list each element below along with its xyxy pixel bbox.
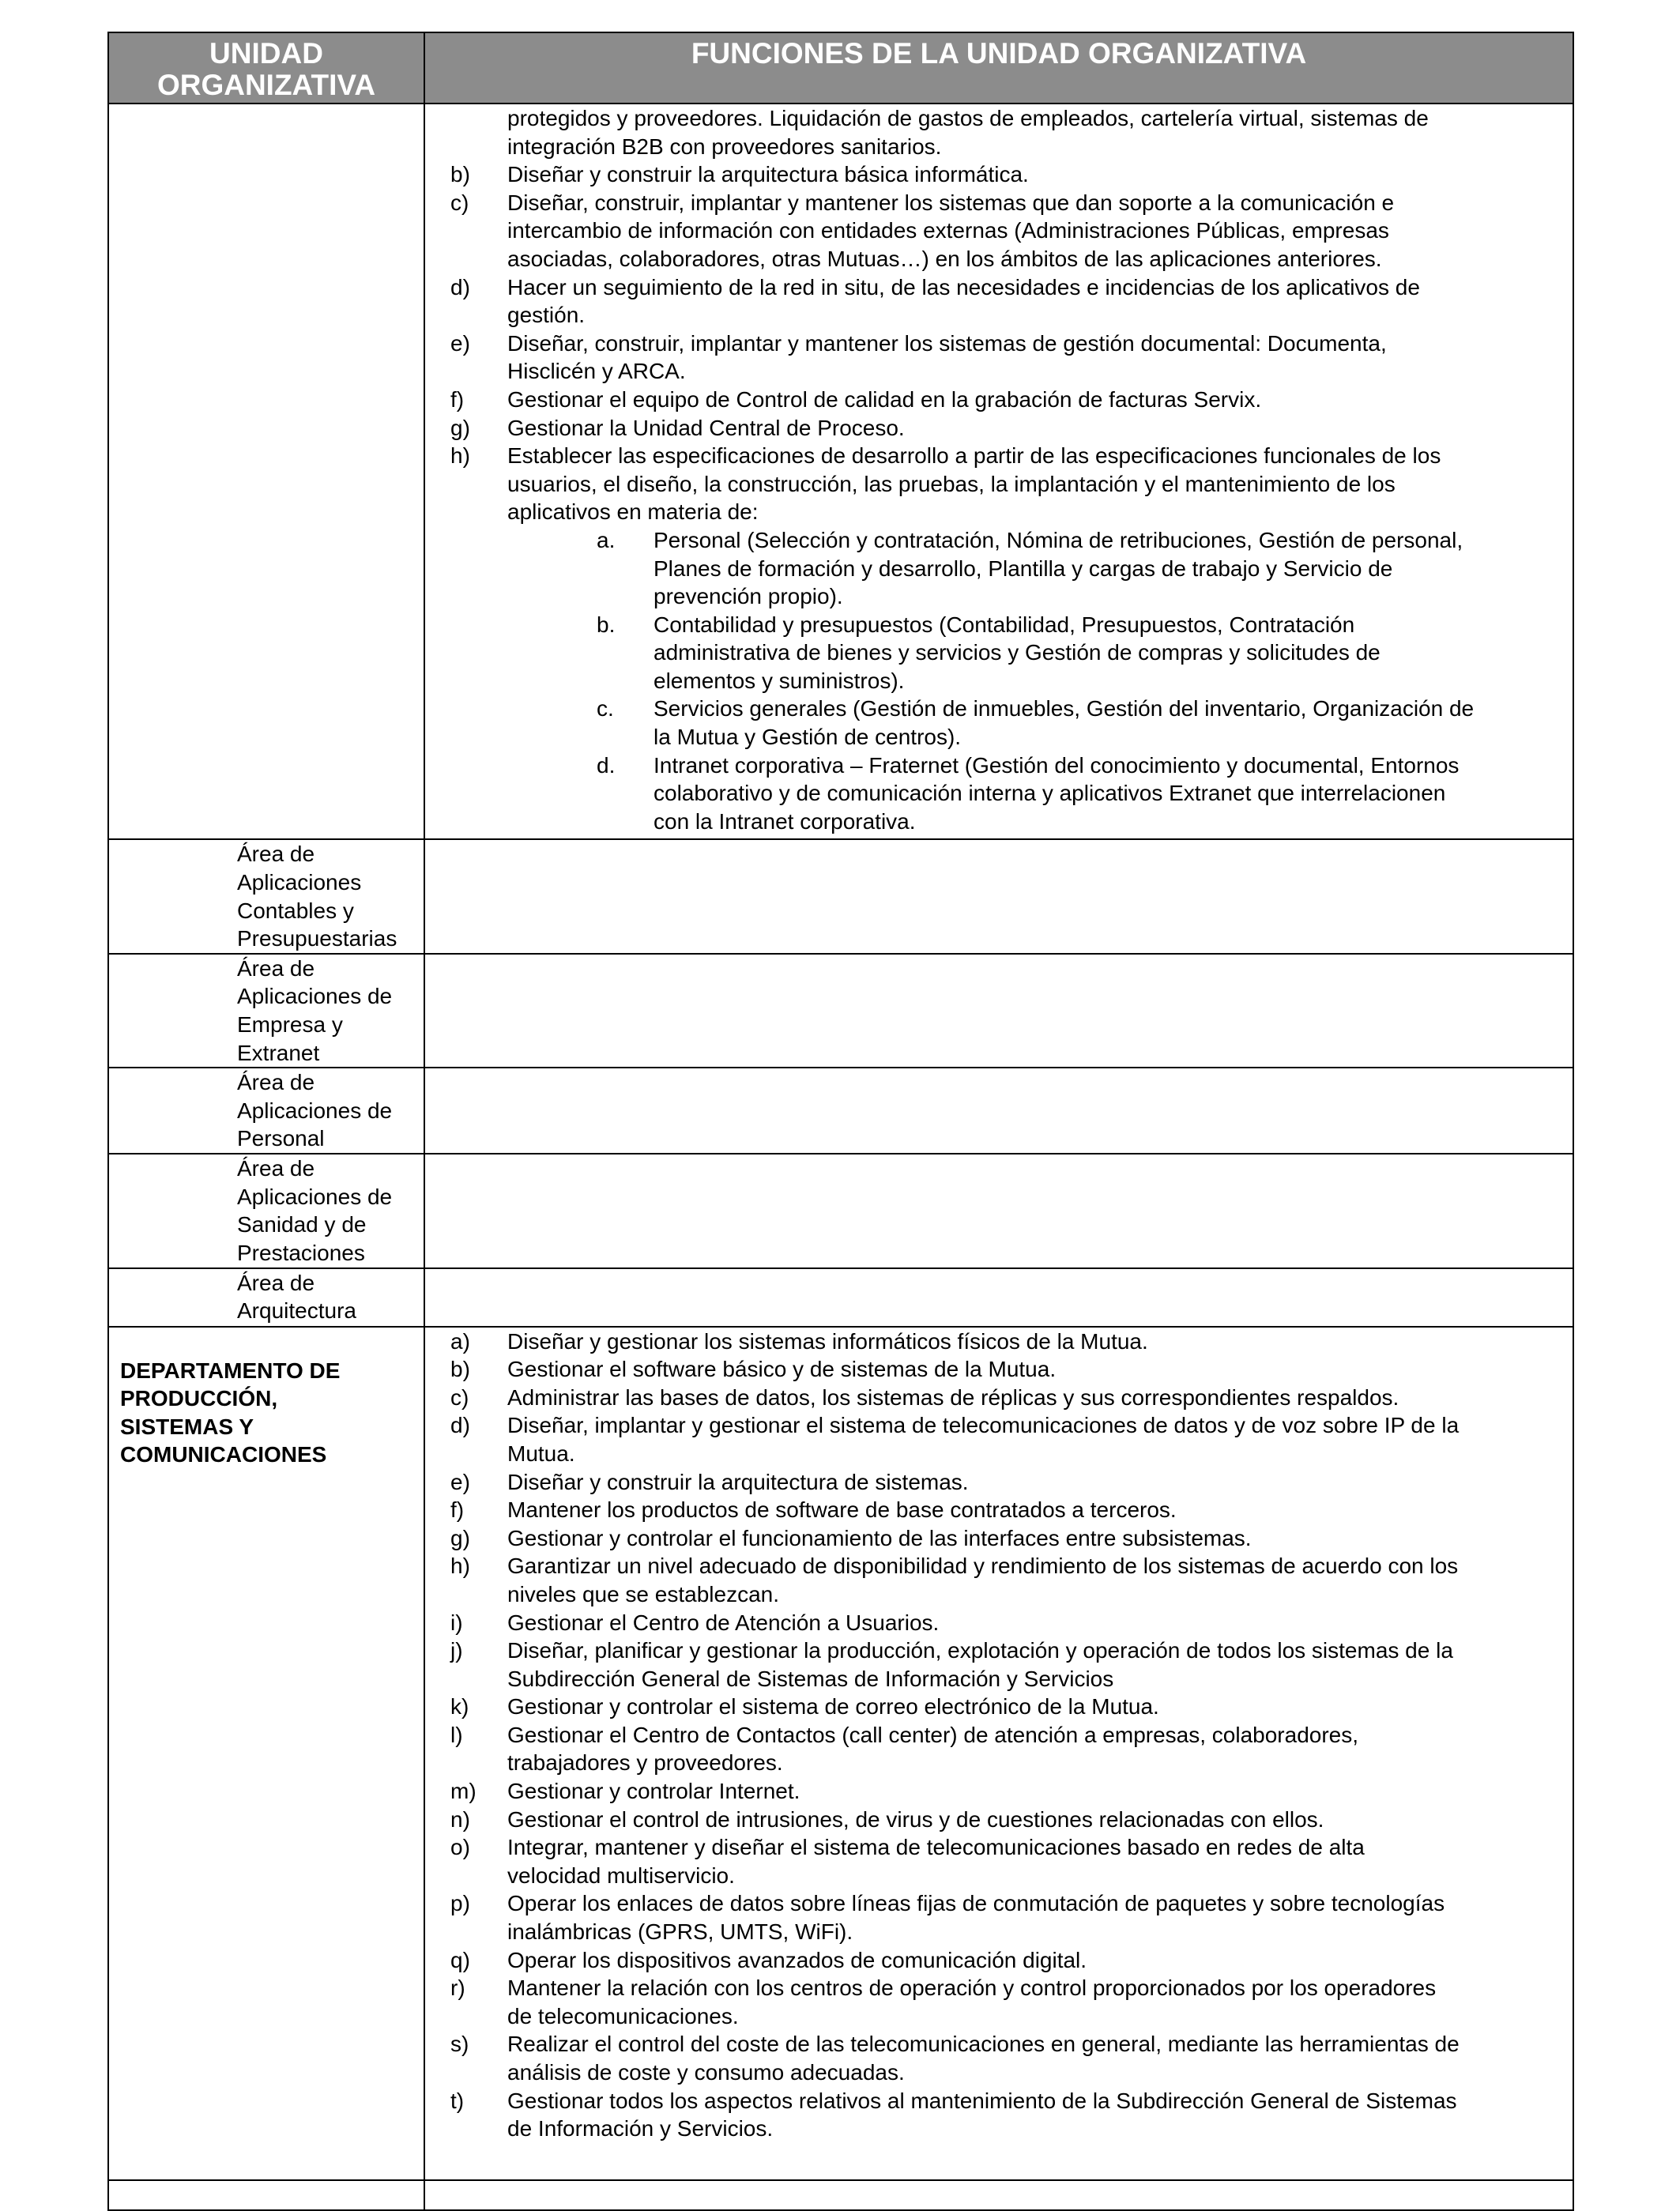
list-item: [450, 1411, 1561, 1467]
list-item-label: s): [450, 2032, 469, 2057]
sub-list-item: [450, 526, 1561, 611]
list-item-line: asociadas, colaboradores, otras Mutuas…) en los ámbitos de las aplicaciones anteriores.: [507, 246, 1382, 271]
area-name-line: Área de: [237, 1156, 315, 1181]
area-name-line: Aplicaciones de: [237, 984, 393, 1009]
list-item-text: [654, 611, 1561, 695]
table-row: [108, 1068, 1573, 1154]
functions-list: [425, 104, 1573, 838]
list-item: [450, 2030, 1561, 2086]
list-item-label: p): [450, 1891, 470, 1916]
list-item-text: [507, 414, 1561, 443]
functions-cell-empty: [424, 839, 1573, 953]
list-item-line: Gestionar el Centro de Atención a Usuarios.: [507, 1610, 940, 1635]
area-name-line: Área de: [237, 1270, 315, 1295]
list-item-line: Integrar, mantener y diseñar el sistema de telecomunicaciones basado en redes de alta: [507, 1835, 1365, 1860]
list-item-line: Diseñar, construir, implantar y mantener los sistemas de gestión documental: Documenta,: [507, 330, 1387, 356]
list-item-line: Gestionar el equipo de Control de calidad en la grabación de facturas Servix.: [507, 386, 1262, 412]
list-item-text: [507, 1693, 1561, 1721]
functions-cell-empty: [424, 954, 1573, 1068]
list-item-line: niveles que se establezcan.: [507, 1581, 779, 1606]
area-personal: [109, 1068, 424, 1153]
list-item-label: b.: [597, 612, 616, 637]
list-item-text: [654, 695, 1561, 751]
list-item-label: c.: [597, 696, 614, 721]
area-name-line: Aplicaciones de: [237, 1184, 393, 1209]
area-name-line: Aplicaciones de: [237, 1098, 393, 1123]
table-row: [108, 2180, 1573, 2210]
list-item-label: d): [450, 274, 470, 299]
table-row: [108, 1268, 1573, 1327]
list-item-text: [507, 1496, 1561, 1524]
list-item-line: Gestionar y controlar Internet.: [507, 1779, 800, 1804]
sub-list-item: [450, 695, 1561, 751]
list-item-text: [507, 2087, 1561, 2143]
list-item-line: Diseñar, planificar y gestionar la producción, explotación y operación de todos los sistemas de la: [507, 1638, 1453, 1663]
list-item-line: usuarios, el diseño, la construcción, las pruebas, la implantación y el mantenimiento de los: [507, 471, 1396, 496]
list-item-line: Gestionar todos los aspectos relativos al mantenimiento de la Subdirección General de Sistemas: [507, 2088, 1457, 2113]
list-item-text: [507, 1889, 1561, 1945]
list-item-line: Personal (Selección y contratación, Nómina de retribuciones, Gestión de personal,: [654, 527, 1463, 552]
sub-list-item: [450, 751, 1561, 836]
list-item-text: [507, 386, 1561, 414]
list-item-line: con la Intranet corporativa.: [654, 808, 916, 834]
list-item-line: Mutua.: [507, 1441, 575, 1466]
list-item-label: e): [450, 1469, 470, 1494]
list-item-label: l): [450, 1722, 463, 1747]
department-name-line: SISTEMAS Y: [120, 1414, 254, 1439]
list-item: [450, 1721, 1561, 1777]
list-item: [450, 414, 1561, 443]
list-item-text: [507, 442, 1561, 526]
list-item: [450, 1889, 1561, 1945]
list-item: [450, 1524, 1561, 1553]
list-item-text: [507, 1411, 1561, 1467]
functions-cell-empty: [424, 1268, 1573, 1327]
list-item-line: administrativa de bienes y servicios y Gestión de compras y solicitudes de: [654, 640, 1381, 665]
list-item-line: Diseñar y gestionar los sistemas informáticos físicos de la Mutua.: [507, 1328, 1148, 1354]
department-functions-list: [425, 1328, 1573, 2146]
list-item-text: [507, 1384, 1561, 1412]
list-item-line: Diseñar y construir la arquitectura de sistemas.: [507, 1469, 969, 1494]
list-item-line: colaborativo y de comunicación interna y aplicativos Extranet que interrelacionen: [654, 781, 1446, 806]
list-item-line: Gestionar el control de intrusiones, de virus y de cuestiones relacionadas con ellos.: [507, 1806, 1324, 1832]
list-item-line: elementos y suministros).: [654, 668, 905, 693]
list-item-line: inalámbricas (GPRS, UMTS, WiFi).: [507, 1919, 853, 1945]
list-item-label: f): [450, 386, 465, 412]
list-item-text: [507, 189, 1561, 273]
list-item: [450, 1496, 1561, 1524]
functions-cell: [424, 104, 1573, 839]
unit-cell: [108, 1154, 424, 1267]
list-item-label: b): [450, 162, 470, 187]
list-item-text: [507, 160, 1561, 189]
list-item-line: análisis de coste y consumo adecuadas.: [507, 2060, 905, 2085]
list-item-text: [507, 1777, 1561, 1806]
list-item-line: Mantener la relación con los centros de operación y control proporcionados por los operadores: [507, 1976, 1437, 2001]
list-item-text: [507, 1328, 1561, 1356]
list-item-line: Garantizar un nivel adecuado de disponibilidad y rendimiento de los sistemas de acuerdo con los: [507, 1554, 1459, 1579]
list-item-line: Subdirección General de Sistemas de Información y Servicios: [507, 1666, 1114, 1691]
list-item: [450, 330, 1561, 386]
list-item-text: [654, 751, 1561, 836]
area-name-line: Área de: [237, 842, 315, 867]
list-item-label: g): [450, 1525, 470, 1550]
list-item-line: Intranet corporativa – Fraternet (Gestión del conocimiento y documental, Entornos: [654, 752, 1460, 778]
unit-cell: [108, 1327, 424, 2180]
unit-cell: [108, 954, 424, 1068]
list-item-line: Diseñar, construir, implantar y mantener los sistemas que dan soporte a la comunicación e: [507, 190, 1395, 215]
department-name-line: DEPARTAMENTO DE: [120, 1358, 341, 1383]
list-item: [450, 1946, 1561, 1975]
list-item-label: k): [450, 1694, 469, 1719]
list-item-label: b): [450, 1357, 470, 1382]
list-item-line: Diseñar y construir la arquitectura básica informática.: [507, 162, 1029, 187]
list-item-line: prevención propio).: [654, 584, 843, 609]
table-row: [108, 1154, 1573, 1267]
list-item-line: Administrar las bases de datos, los sistemas de réplicas y sus correspondientes respaldos.: [507, 1384, 1399, 1410]
functions-table: [107, 32, 1574, 2211]
continuation-text: [450, 104, 1561, 160]
department-name: [109, 1328, 424, 1469]
list-item-line: de telecomunicaciones.: [507, 2003, 739, 2028]
list-item: [450, 1468, 1561, 1497]
list-item-text: [507, 2030, 1561, 2086]
department-name-line: PRODUCCIÓN,: [120, 1386, 278, 1411]
list-item-text: [507, 1468, 1561, 1497]
area-sanidad: [109, 1154, 424, 1267]
functions-cell-empty: [424, 1068, 1573, 1154]
list-item: [450, 386, 1561, 414]
list-item-label: d): [450, 1413, 470, 1438]
list-item-text: [507, 1355, 1561, 1384]
unit-cell-empty: [108, 104, 424, 839]
list-item-label: m): [450, 1779, 477, 1804]
list-item-label: o): [450, 1835, 470, 1860]
area-arquitectura: [109, 1269, 424, 1325]
list-item: [450, 1384, 1561, 1412]
list-item-label: a): [450, 1328, 470, 1354]
list-item-line: Realizar el control del coste de las telecomunicaciones en general, mediante las herramientas de: [507, 2032, 1460, 2057]
list-item: [450, 189, 1561, 273]
unit-cell: [108, 839, 424, 953]
list-item-line: de Información y Servicios.: [507, 2116, 774, 2141]
list-item-line: Diseñar, implantar y gestionar el sistema de telecomunicaciones de datos y de voz sobre IP de la: [507, 1413, 1460, 1438]
list-item-line: Hisclicén y ARCA.: [507, 359, 686, 384]
header-unidad: [108, 32, 424, 104]
list-item-line: Operar los dispositivos avanzados de comunicación digital.: [507, 1947, 1087, 1972]
list-item: [450, 273, 1561, 330]
header-funciones: [424, 32, 1573, 104]
area-name-line: Sanidad y de: [237, 1212, 367, 1237]
area-name-line: Aplicaciones: [237, 870, 362, 895]
area-empresa: [109, 955, 424, 1067]
list-item: [450, 1806, 1561, 1834]
list-item-line: Mantener los productos de software de base contratados a terceros.: [507, 1497, 1177, 1523]
list-item-line: intercambio de información con entidades externas (Administraciones Públicas, empresas: [507, 218, 1389, 243]
list-item: [450, 1974, 1561, 2030]
list-item: [450, 2087, 1561, 2143]
list-item-text: [507, 1637, 1561, 1693]
sub-list-item: [450, 611, 1561, 695]
area-name-line: Contables y: [237, 898, 354, 923]
table-row: [108, 1327, 1573, 2180]
list-item-line: Hacer un seguimiento de la red in situ, de las necesidades e incidencias de los aplicativos de: [507, 274, 1420, 299]
list-item-text: [507, 1524, 1561, 1553]
list-item: [450, 1328, 1561, 1356]
unit-cell-empty: [108, 2180, 424, 2210]
list-item-label: q): [450, 1947, 470, 1972]
header-unidad-line-1: UNIDAD: [209, 37, 323, 70]
list-item-text: [507, 273, 1561, 330]
list-item-text: [507, 1974, 1561, 2030]
list-item-label: c): [450, 1384, 469, 1410]
list-item-line: Servicios generales (Gestión de inmuebles, Gestión del inventario, Organización de: [654, 696, 1475, 721]
list-item: [450, 1833, 1561, 1889]
list-item-line: Gestionar la Unidad Central de Proceso.: [507, 415, 905, 440]
table-row: [108, 839, 1573, 953]
list-item: [450, 160, 1561, 189]
list-item-line: Contabilidad y presupuestos (Contabilidad, Presupuestos, Contratación: [654, 612, 1355, 637]
functions-cell-empty: [424, 2180, 1573, 2210]
list-item-label: r): [450, 1976, 465, 2001]
list-item-line: Gestionar el Centro de Contactos (call center) de atención a empresas, colaboradores,: [507, 1722, 1359, 1747]
list-item-line: aplicativos en materia de:: [507, 499, 759, 525]
list-item-label: t): [450, 2088, 465, 2113]
unit-cell: [108, 1268, 424, 1327]
list-item-line: velocidad multiservicio.: [507, 1863, 735, 1888]
list-item-label: j): [450, 1638, 463, 1663]
list-item-label: c): [450, 190, 469, 215]
table-row: [108, 954, 1573, 1068]
list-item-line: trabajadores y proveedores.: [507, 1750, 783, 1776]
list-item-label: e): [450, 330, 470, 356]
list-item-label: i): [450, 1610, 463, 1635]
area-name-line: Área de: [237, 955, 315, 981]
list-item-text: [507, 1806, 1561, 1834]
table-header: [108, 32, 1573, 104]
department-name-line: COMUNICACIONES: [120, 1442, 327, 1467]
area-name-line: Personal: [237, 1126, 325, 1151]
table-row: [108, 104, 1573, 839]
list-item-text: [507, 1721, 1561, 1777]
list-item-line: Planes de formación y desarrollo, Plantilla y cargas de trabajo y Servicio de: [654, 556, 1393, 581]
list-item: [450, 1355, 1561, 1384]
text-line: protegidos y proveedores. Liquidación de gastos de empleados, cartelería virtual, sistemas de: [507, 106, 1429, 130]
area-name-line: Extranet: [237, 1040, 320, 1065]
list-item-label: h): [450, 443, 470, 469]
list-item-label: g): [450, 415, 470, 440]
list-item: [450, 1693, 1561, 1721]
area-name-line: Arquitectura: [237, 1298, 356, 1324]
area-contables: [109, 840, 424, 952]
functions-cell: [424, 1327, 1573, 2180]
list-item-text: [507, 330, 1561, 386]
list-item-text: [654, 526, 1561, 611]
list-item: [450, 1777, 1561, 1806]
header-unidad-line-2: ORGANIZATIVA: [156, 69, 376, 101]
list-item-line: Gestionar el software básico y de sistemas de la Mutua.: [507, 1357, 1057, 1382]
list-item-text: [507, 1946, 1561, 1975]
list-item-label: n): [450, 1806, 470, 1832]
list-item-line: Operar los enlaces de datos sobre líneas fijas de conmutación de paquetes y sobre tecnologías: [507, 1891, 1445, 1916]
list-item-text: [507, 1833, 1561, 1889]
text-line: integración B2B con proveedores sanitarios.: [507, 134, 942, 159]
list-item-label: f): [450, 1497, 465, 1523]
list-item: [450, 1552, 1561, 1608]
list-item-label: d.: [597, 752, 616, 778]
functions-cell-empty: [424, 1154, 1573, 1267]
list-item-line: Gestionar y controlar el sistema de correo electrónico de la Mutua.: [507, 1694, 1159, 1719]
list-item-label: h): [450, 1554, 470, 1579]
list-item: [450, 1637, 1561, 1693]
area-name-line: Empresa y: [237, 1012, 343, 1037]
area-name-line: Prestaciones: [237, 1240, 365, 1265]
list-item-text: [507, 1552, 1561, 1608]
list-item-line: Gestionar y controlar el funcionamiento de las interfaces entre subsistemas.: [507, 1525, 1252, 1550]
header-funciones-text: FUNCIONES DE LA UNIDAD ORGANIZATIVA: [691, 37, 1307, 70]
list-item-line: la Mutua y Gestión de centros).: [654, 725, 962, 750]
unit-cell: [108, 1068, 424, 1154]
list-item-line: gestión.: [507, 303, 586, 328]
list-item: [450, 1609, 1561, 1637]
list-item-line: Establecer las especificaciones de desarrollo a partir de las especificaciones funcionales de los: [507, 443, 1441, 469]
area-name-line: Presupuestarias: [237, 926, 397, 951]
list-item: [450, 442, 1561, 526]
list-item-text: [507, 1609, 1561, 1637]
list-item-label: a.: [597, 527, 616, 552]
area-name-line: Área de: [237, 1070, 315, 1095]
